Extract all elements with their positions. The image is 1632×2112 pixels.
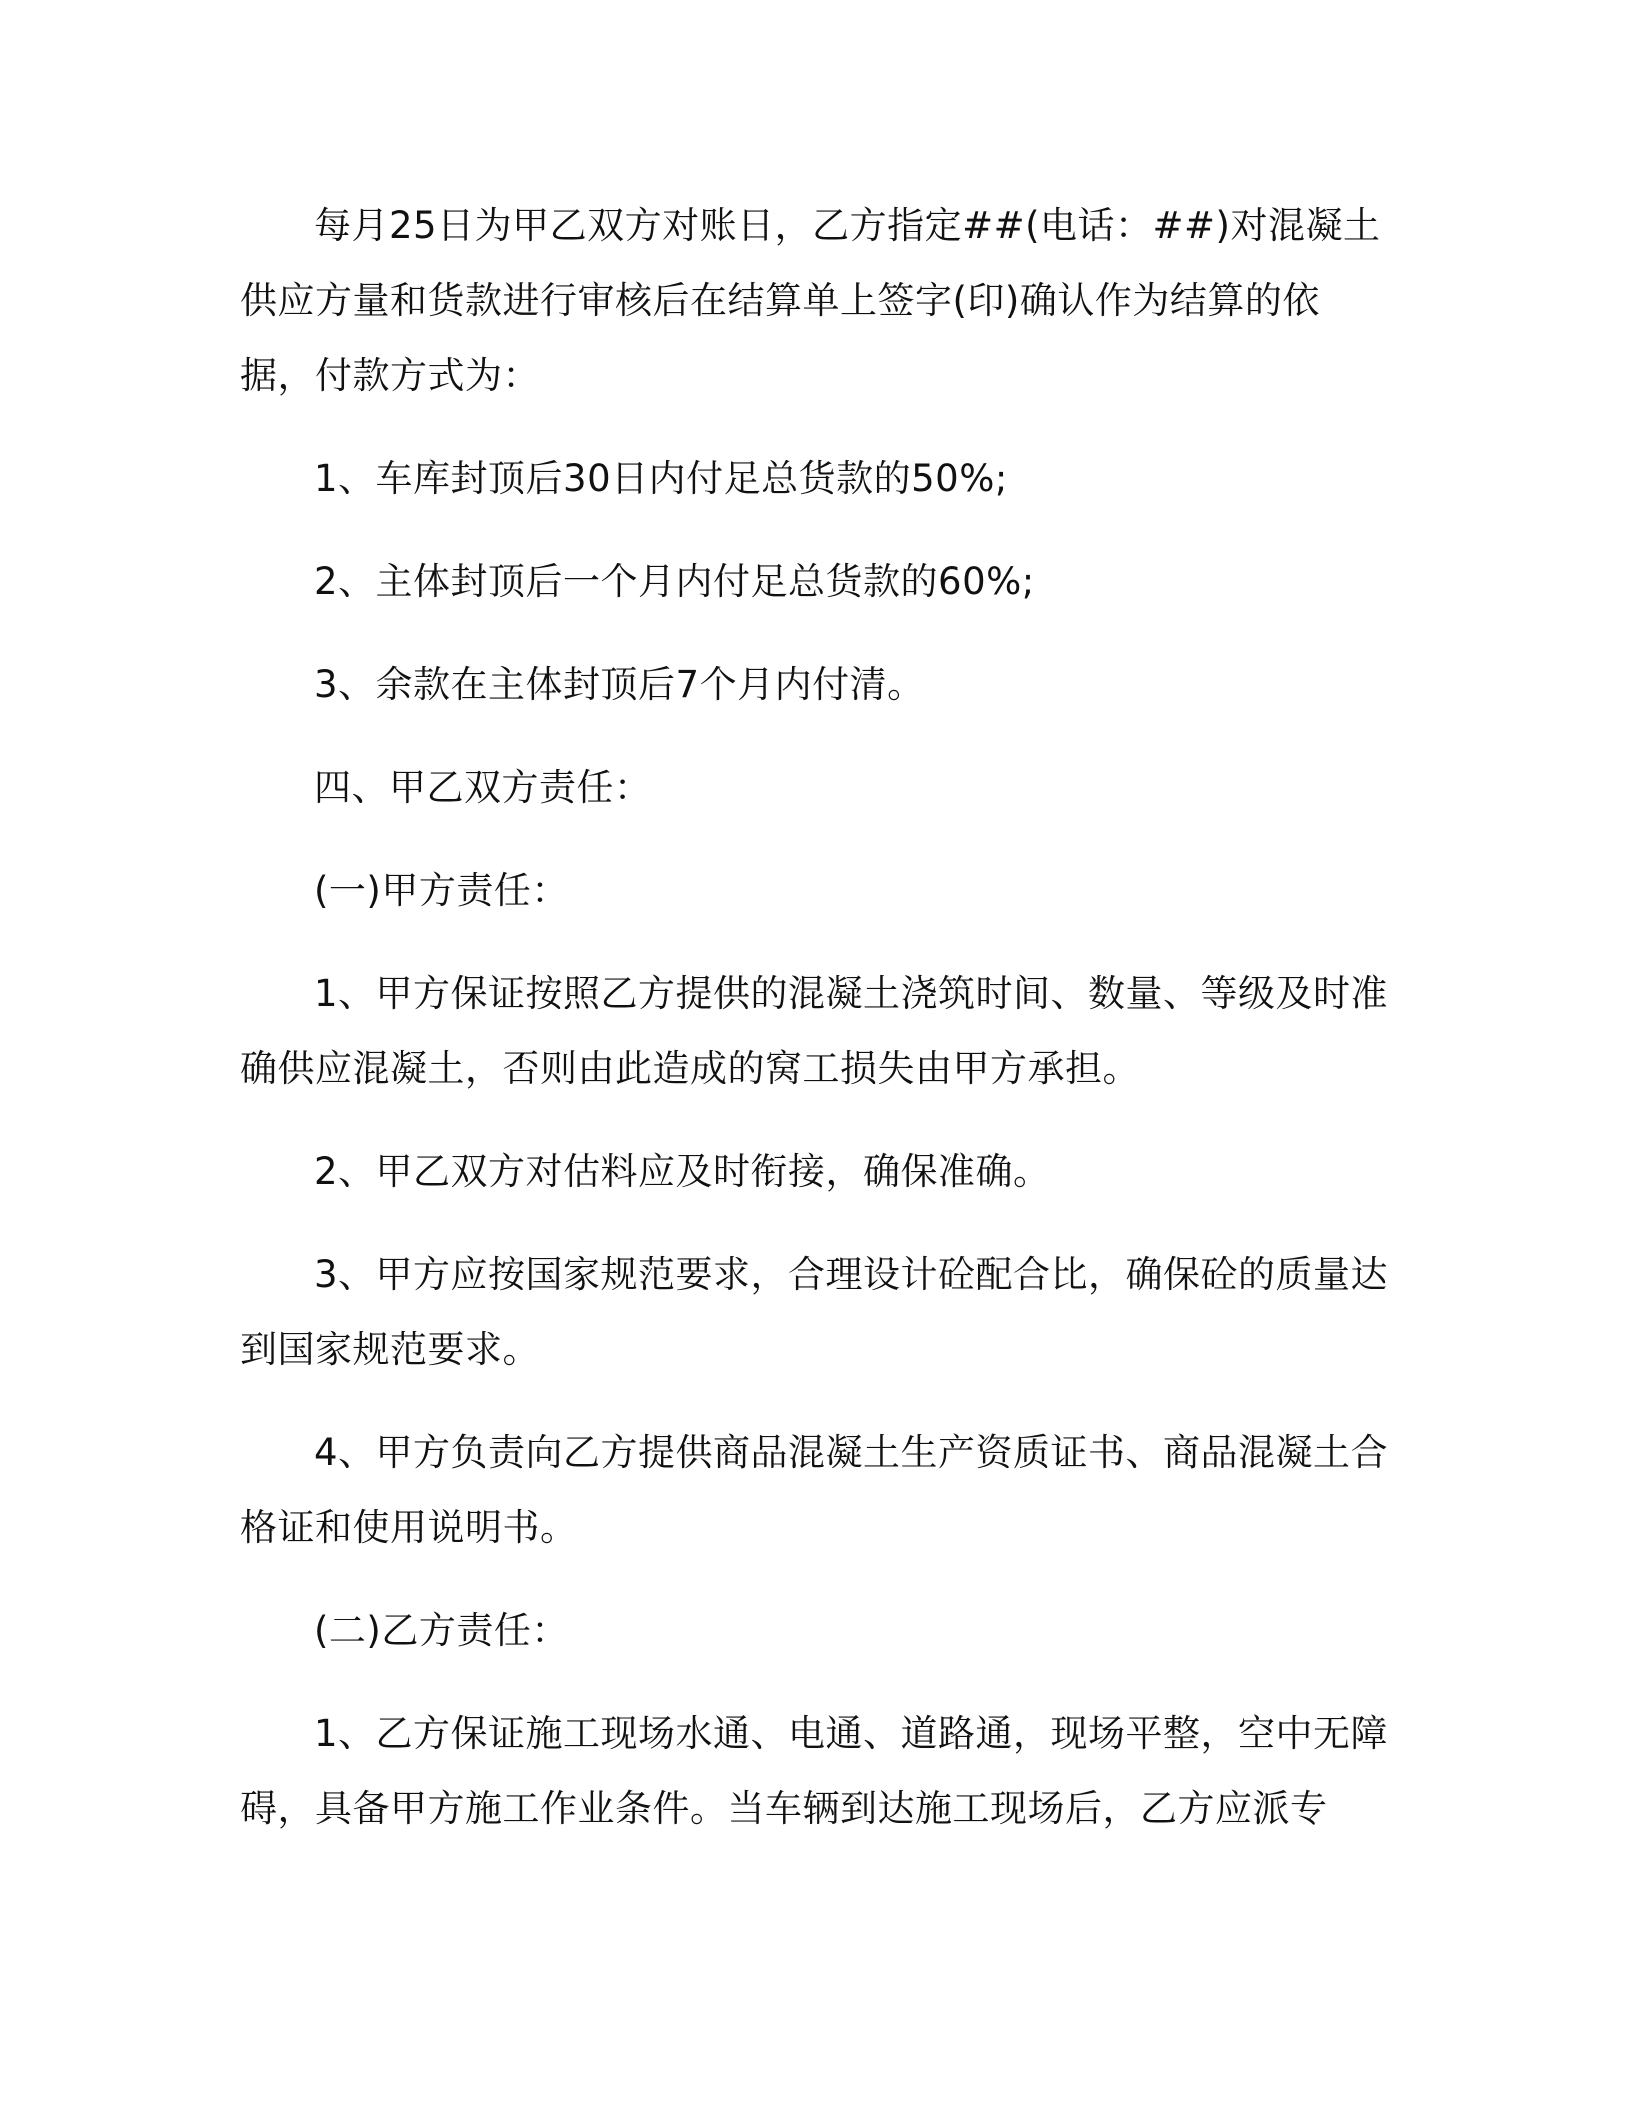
paragraph-party-b-1: 1、乙方保证施工现场水通、电通、道路通，现场平整，空中无障碍，具备甲方施工作业条件。当车辆到达施工现场后，乙方应派专 [240, 1712, 1389, 1830]
paragraph-party-a-3: 3、甲方应按国家规范要求，合理设计砼配合比，确保砼的质量达到国家规范要求。 [240, 1253, 1389, 1371]
paragraph-party-a-2: 2、甲乙双方对估料应及时衔接，确保准确。 [314, 1150, 1051, 1193]
paragraph-party-a-1: 1、甲方保证按照乙方提供的混凝土浇筑时间、数量、等级及时准确供应混凝土，否则由此造成的窝工损失由甲方承担。 [240, 972, 1389, 1090]
paragraph-payment-3: 3、余款在主体封顶后7个月内付清。 [314, 663, 925, 706]
paragraph-payment-1: 1、车库封顶后30日内付足总货款的50%; [314, 457, 1008, 500]
subsection-heading-party-a: (一)甲方责任： [314, 869, 569, 912]
paragraph-payment-2: 2、主体封顶后一个月内付足总货款的60%; [314, 560, 1035, 603]
document-page [240, 188, 1390, 1846]
subsection-heading-party-b: (二)乙方责任： [314, 1609, 569, 1652]
paragraph-settlement-terms: 每月25日为甲乙双方对账日，乙方指定##(电话：##)对混凝土供应方量和货款进行审核后在结算单上签字(印)确认作为结算的依据，付款方式为： [240, 204, 1381, 397]
section-heading-responsibilities: 四、甲乙双方责任： [314, 766, 652, 809]
paragraph-party-a-4: 4、甲方负责向乙方提供商品混凝土生产资质证书、商品混凝土合格证和使用说明书。 [240, 1431, 1389, 1549]
